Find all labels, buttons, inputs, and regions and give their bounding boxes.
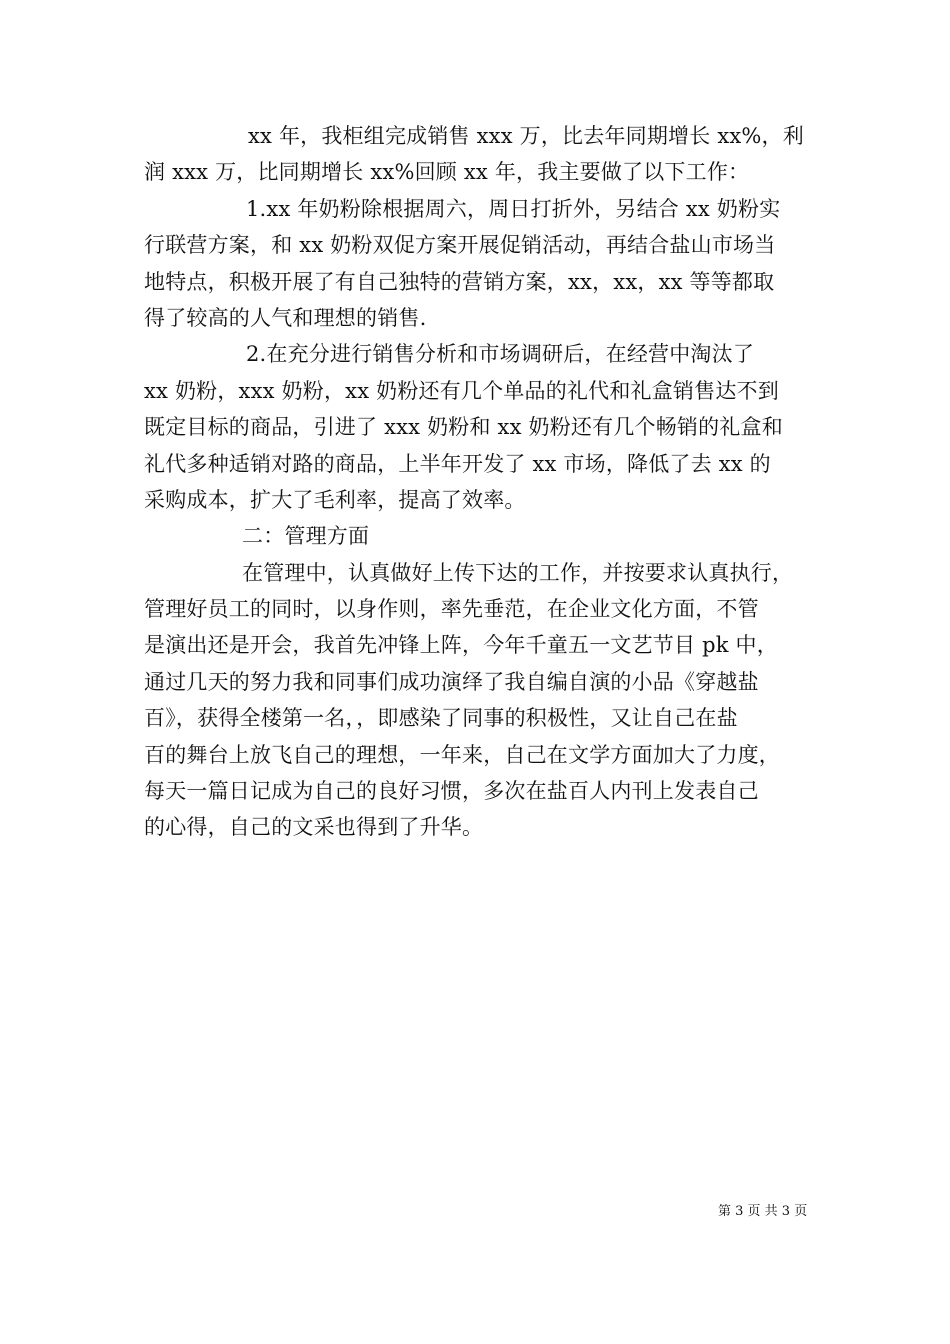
paragraph-line: 得了较高的人气和理想的销售. [144, 305, 427, 330]
paragraph-line: 通过几天的努力我和同事们成功演绎了我自编自演的小品《穿越盐 [144, 669, 759, 694]
paragraph-line: 行联营方案，和 xx 奶粉双促方案开展促销活动，再结合盐山市场当 [144, 233, 776, 258]
paragraph-line: 礼代多种适销对路的商品，上半年开发了 xx 市场，降低了去 xx 的 [144, 451, 771, 476]
paragraph-line: 是演出还是开会，我首先冲锋上阵，今年千童五一文艺节目 pk 中， [144, 633, 778, 658]
paragraph-line: 的心得，自己的文采也得到了升华。 [144, 815, 484, 840]
section-heading: 二：管理方面 [242, 524, 370, 549]
paragraph-line: 既定目标的商品，引进了 xxx 奶粉和 xx 奶粉还有几个畅销的礼盒和 [144, 415, 783, 440]
paragraph-line: 在管理中，认真做好上传下达的工作，并按要求认真执行， [242, 560, 794, 585]
paragraph-line: 百》，获得全楼第一名，，即感染了同事的积极性，又让自己在盐 [144, 706, 738, 731]
document-body [144, 118, 808, 846]
paragraph-line: xx 年，我柜组完成销售 xxx 万，比去年同期增长 xx%，利 [248, 124, 804, 148]
paragraph-line: 管理好员工的同时，以身作则，率先垂范，在企业文化方面，不管 [144, 597, 759, 622]
paragraph-line: xx 奶粉，xxx 奶粉，xx 奶粉还有几个单品的礼代和礼盒销售达不到 [144, 378, 779, 403]
page-number: 第 3 页 共 3 页 [718, 1204, 808, 1219]
paragraph-line: 百的舞台上放飞自己的理想，一年来，自己在文学方面加大了力度， [144, 742, 780, 767]
paragraph-line: 地特点，积极开展了有自己独特的营销方案，xx，xx，xx 等等都取 [144, 269, 775, 294]
paragraph-line: 每天一篇日记成为自己的良好习惯，多次在盐百人内刊上发表自己 [144, 779, 759, 804]
paragraph-line: 采购成本，扩大了毛利率，提高了效率。 [144, 487, 526, 512]
paragraph-line: 1.xx 年奶粉除根据周六，周日打折外，另结合 xx 奶粉实 [246, 196, 781, 221]
paragraph-line: 2.在充分进行销售分析和市场调研后，在经营中淘汰了 [246, 342, 755, 367]
paragraph-line: 润 xxx 万，比同期增长 xx%回顾 xx 年，我主要做了以下工作： [144, 160, 750, 185]
